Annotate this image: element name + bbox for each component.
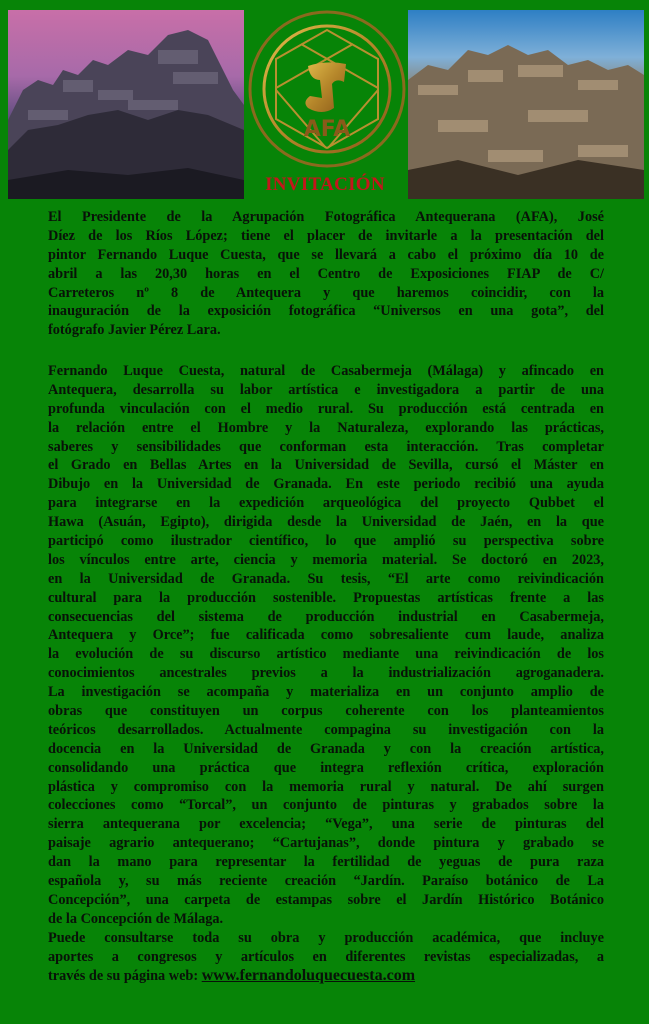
text-line: consolidando una práctica que integra reflexión crítica, exploración bbox=[48, 759, 604, 776]
text-line: inauguración de la exposición fotográfica “Universos en una gota”, del bbox=[48, 303, 604, 320]
text-line: los vínculos entre arte, ciencia y memoria material. Se doctoró en 2023, bbox=[48, 551, 604, 568]
text-line: participó como ilustrador científico, lo que amplió su perspectiva sobre bbox=[48, 533, 604, 550]
text-line: teóricos desarrollados. Actualmente compagina su investigación con la bbox=[48, 721, 604, 738]
text-line: para integrarse en la expedición arqueológica del proyecto Qubbet el bbox=[48, 495, 604, 512]
biography-paragraph bbox=[48, 362, 604, 985]
afa-logo bbox=[246, 8, 408, 170]
text-line: aportes a congresos y artículos en diferentes revistas especializadas, a bbox=[48, 948, 604, 965]
text-line: de la Concepción de Málaga. bbox=[48, 910, 224, 927]
torcal-painting-right bbox=[408, 10, 644, 199]
website-line bbox=[48, 967, 604, 986]
text-line: el Grado en Bellas Artes en la Universidad de Sevilla, cursó el Máster en bbox=[48, 457, 604, 474]
text-line: cultural para la producción sostenible. Propuestas artísticas frente a las bbox=[48, 589, 604, 606]
text-line: Dibujo en la Universidad de Granada. En este periodo recibió una ayuda bbox=[48, 476, 604, 493]
text-line: obras que constituyen un corpus coherente con los planteamientos bbox=[48, 703, 604, 720]
text-line: docencia en la Universidad de Granada y con la creación artística, bbox=[48, 740, 604, 757]
text-line: Antequera, desarrolla su labor artística e investigadora a partir de una bbox=[48, 381, 604, 398]
text-line: saberes y sensibilidades que conforman esta interacción. Tras completar bbox=[48, 438, 604, 455]
invitation-title: INVITACIÓN bbox=[265, 174, 385, 195]
text-line: colecciones como “Torcal”, un conjunto de pinturas y grabados sobre la bbox=[48, 797, 604, 814]
website-prefix: través de su página web: bbox=[48, 967, 202, 984]
torcal-painting-left bbox=[8, 10, 244, 199]
text-line: conocimientos ancestrales previos a la industrialización agroganadera. bbox=[48, 665, 604, 682]
text-line: dan la mano para representar la fertilidad de yeguas de pura raza bbox=[48, 854, 604, 871]
text-line: fotógrafo Javier Pérez Lara. bbox=[48, 322, 221, 339]
text-line: pintor Fernando Luque Cuesta, que se llevará a cabo el próximo día 10 de bbox=[48, 246, 604, 263]
text-line: paisaje agrario antequerano; “Cartujanas”, donde pintura y grabado se bbox=[48, 835, 604, 852]
invitation-paragraph bbox=[48, 208, 604, 340]
text-line: Carreteros nº 8 de Antequera y que haremos coincidir, con la bbox=[48, 284, 604, 301]
text-line: profunda vinculación con el medio rural. Su producción está centrada en bbox=[48, 400, 604, 417]
text-line: Díez de los Ríos López; tiene el placer de invitarle a la presentación del bbox=[48, 227, 604, 244]
logo-text: AFA bbox=[303, 117, 351, 142]
text-line: abril a las 20,30 horas en el Centro de Exposiciones FIAP de C/ bbox=[48, 265, 604, 282]
text-line: la relación entre el Hombre y la Naturaleza, explorando las prácticas, bbox=[48, 419, 604, 436]
text-line: El Presidente de la Agrupación Fotográfica Antequerana (AFA), José bbox=[48, 209, 604, 225]
text-line: Antequera y Orce”; fue calificada como sobresaliente cum laude, analiza bbox=[48, 627, 604, 644]
text-line: Fernando Luque Cuesta, natural de Casabermeja (Málaga) y afincado en bbox=[48, 363, 604, 379]
text-line: sierra antequerana por excelencia; “Vega”, una serie de pinturas del bbox=[48, 816, 604, 833]
text-line: Concepción”, una carpeta de estampas sobre el Jardín Histórico Botánico bbox=[48, 891, 604, 908]
text-line: Hawa (Asuán, Egipto), dirigida desde la Universidad de Jaén, en la que bbox=[48, 514, 604, 531]
text-line: La investigación se acompaña y materializa en un conjunto amplio de bbox=[48, 684, 604, 701]
text-line: consecuencias del sistema de producción industrial en Casabermeja, bbox=[48, 608, 604, 625]
text-line: en la Universidad de Granada. Su tesis, “El arte como reivindicación bbox=[48, 570, 604, 587]
text-line: plástica y compromiso con la memoria rural y natural. De ahí surgen bbox=[48, 778, 604, 795]
website-link[interactable]: www.fernandoluquecuesta.com bbox=[201, 966, 416, 984]
text-line: Puede consultarse toda su obra y producción académica, que incluye bbox=[48, 929, 604, 946]
text-line: la evolución de su discurso artístico mediante una reivindicación de los bbox=[48, 646, 604, 663]
text-line: española y, su más reciente creación “Jardín. Paraíso botánico de La bbox=[48, 873, 604, 890]
